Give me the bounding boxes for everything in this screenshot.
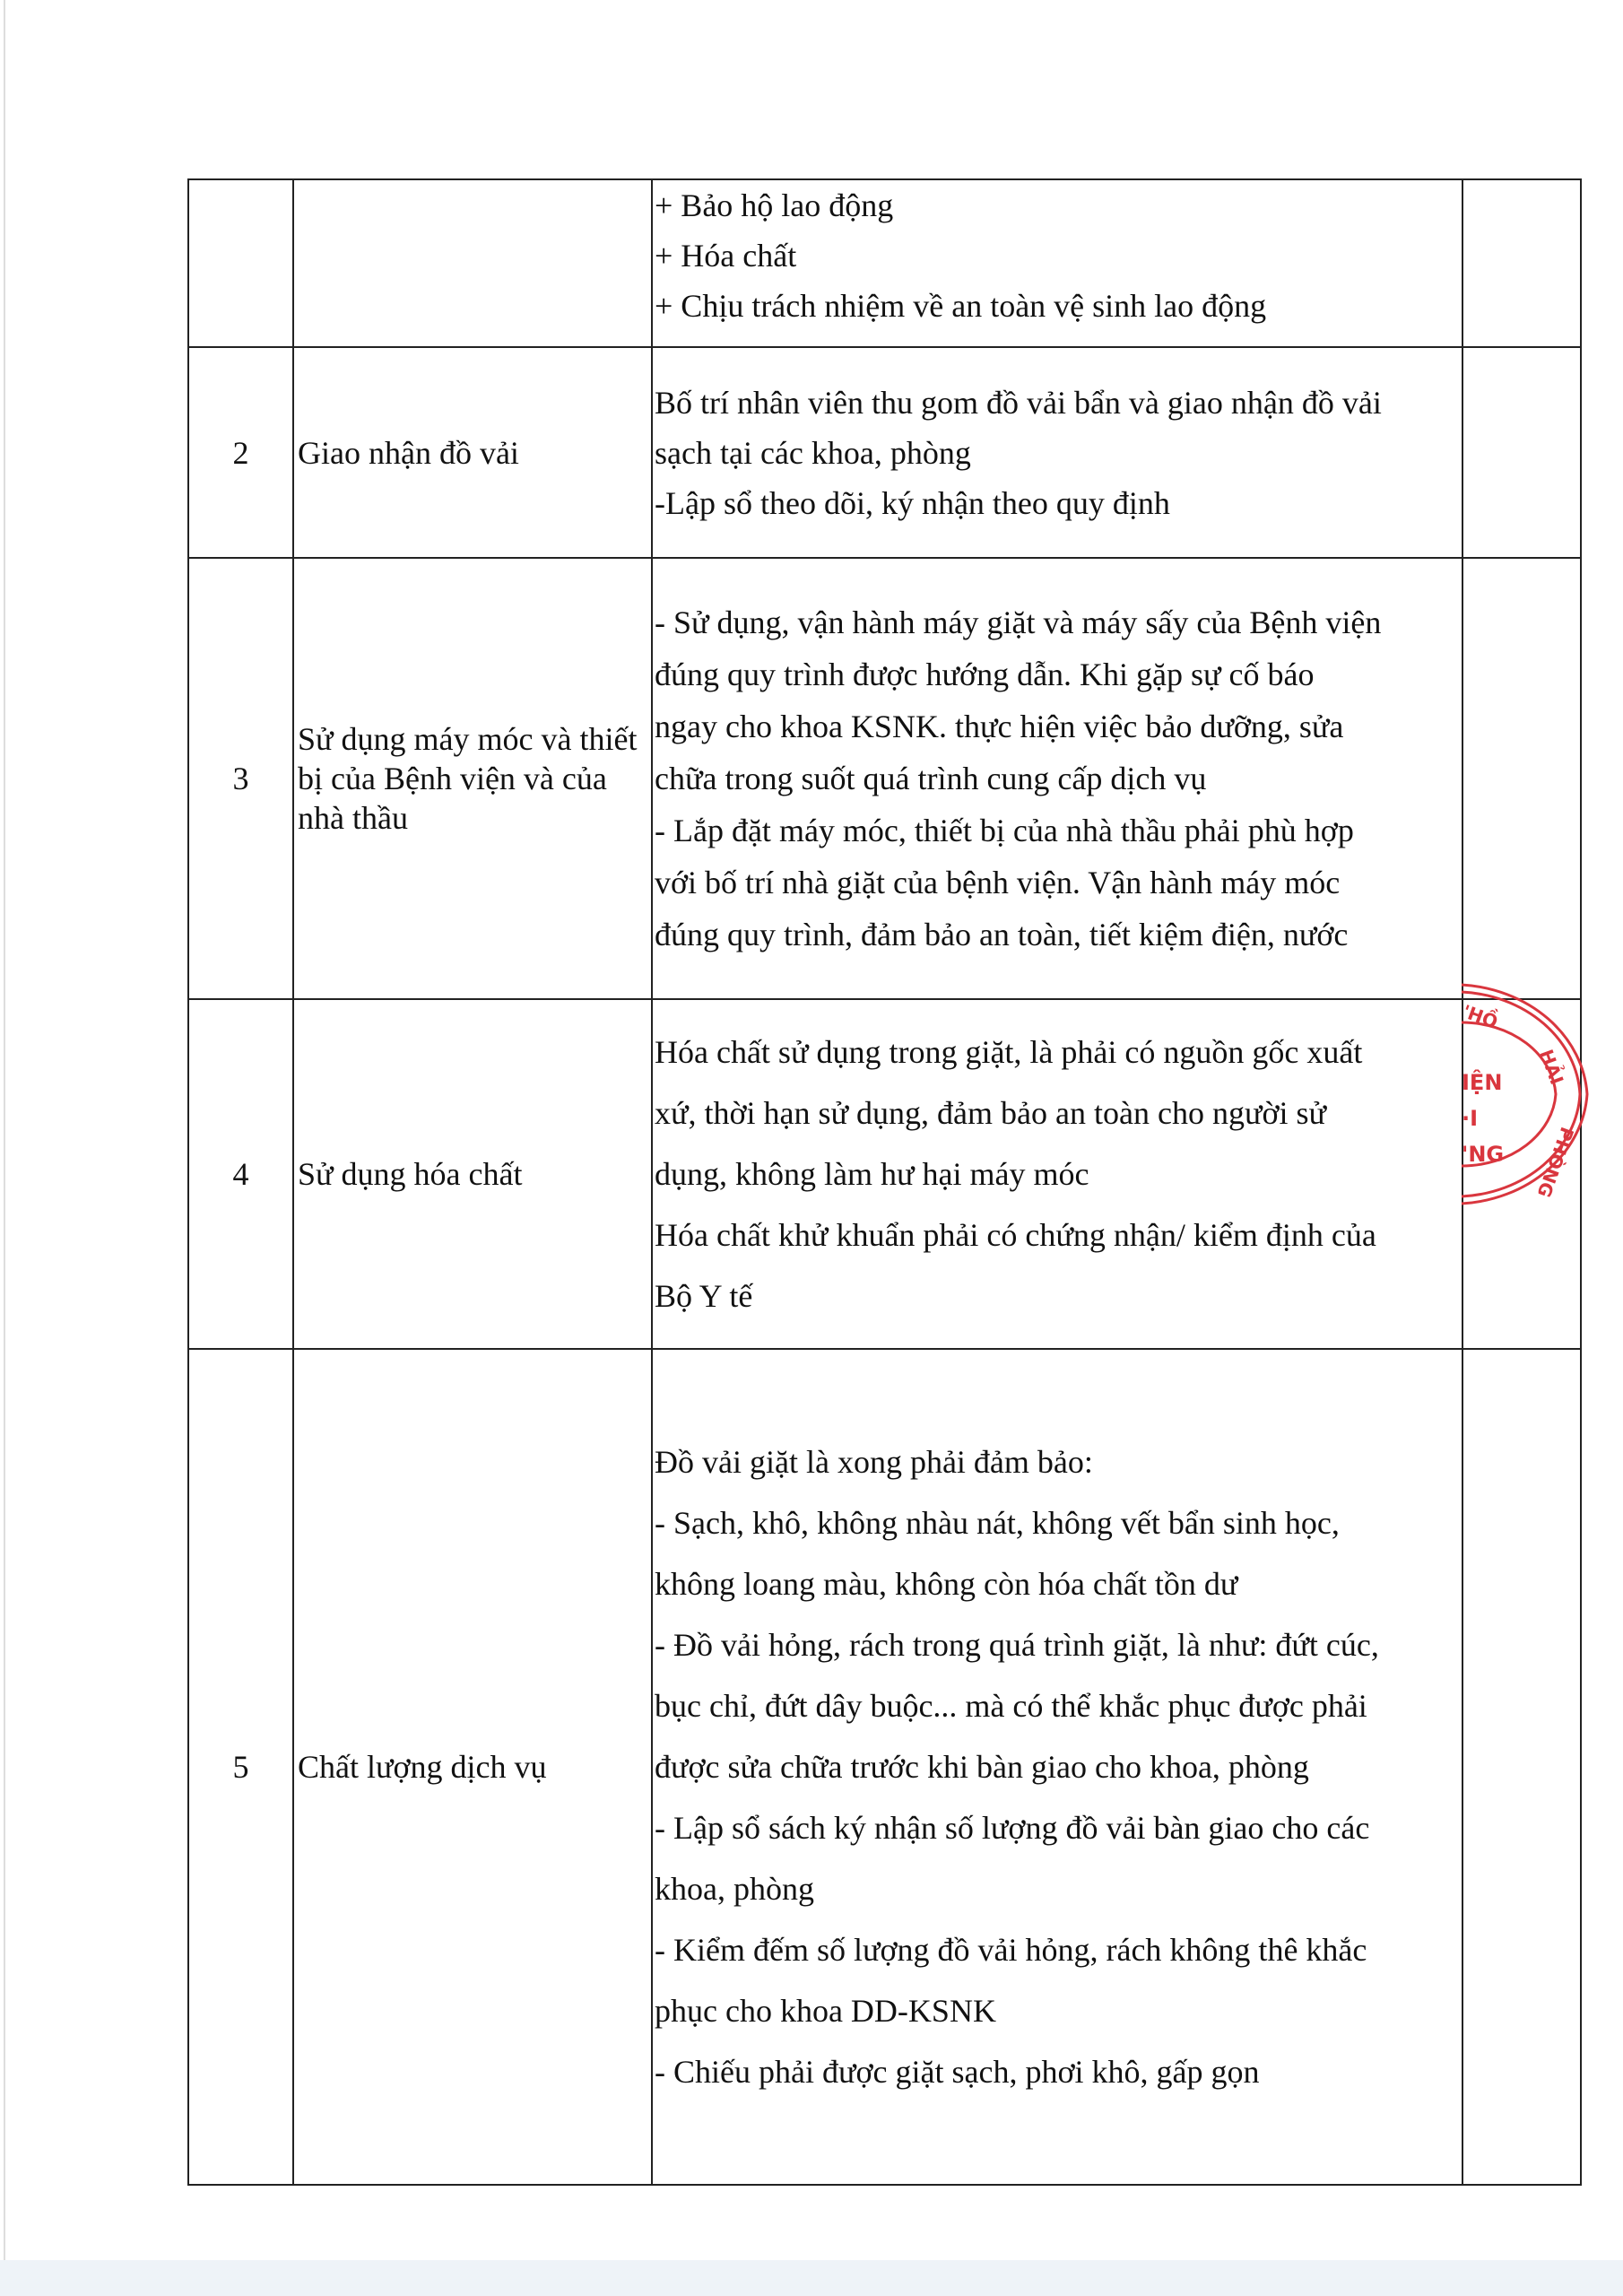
item-name: Sử dụng hóa chất	[293, 999, 652, 1349]
requirement-line: - Lắp đặt máy móc, thiết bị của nhà thầu phải phù hợp	[655, 813, 1354, 848]
notes-cell	[1462, 179, 1581, 347]
table-row	[188, 1349, 1581, 2185]
requirement-line: Bộ Y tế	[655, 1278, 753, 1314]
requirement-line: + Bảo hộ lao động	[655, 187, 894, 223]
row-number	[188, 179, 293, 347]
requirement-line: - Đồ vải hỏng, rách trong quá trình giặt, là như: đứt cúc,	[655, 1627, 1379, 1663]
requirement-line: Hóa chất khử khuẩn phải có chứng nhận/ kiểm định của	[655, 1217, 1376, 1253]
svg-text:·I: ·I	[1462, 1106, 1479, 1131]
item-requirements	[652, 179, 1462, 347]
requirement-line: - Kiểm đếm số lượng đồ vải hỏng, rách không thê khắc	[655, 1932, 1367, 1968]
requirement-line: Đồ vải giặt là xong phải đảm bảo:	[655, 1444, 1093, 1480]
requirement-line: bục chỉ, đứt dây buộc... mà có thể khắc phục được phải	[655, 1688, 1367, 1724]
svg-text:IỆN: IỆN	[1462, 1070, 1503, 1095]
requirement-line: - Lập sổ sách ký nhận số lượng đồ vải bàn giao cho các	[655, 1810, 1370, 1846]
table-row	[188, 558, 1581, 999]
requirement-line: khoa, phòng	[655, 1871, 814, 1907]
requirement-line: đúng quy trình được hướng dẫn. Khi gặp sự cố báo	[655, 657, 1315, 692]
item-requirements	[652, 558, 1462, 999]
requirement-line: - Chiếu phải được giặt sạch, phơi khô, gấp gọn	[655, 2054, 1260, 2090]
requirement-line: dụng, không làm hư hại máy móc	[655, 1156, 1089, 1192]
svg-text:HẢI: HẢI	[1535, 1046, 1568, 1088]
requirement-line: -Lập sổ theo dõi, ký nhận theo quy định	[655, 484, 1170, 521]
requirement-line: + Chịu trách nhiệm về an toàn vệ sinh lao động	[655, 288, 1267, 324]
requirement-line: ngay cho khoa KSNK. thực hiện việc bảo dưỡng, sửa	[655, 709, 1344, 744]
svg-text:'HỒ: 'HỒ	[1459, 1000, 1501, 1033]
item-requirements	[652, 999, 1462, 1349]
row-number: 4	[188, 999, 293, 1349]
scan-edge	[4, 0, 5, 2296]
requirement-line: + Hóa chất	[655, 238, 797, 274]
notes-cell	[1462, 347, 1581, 558]
requirement-line: phục cho khoa DD-KSNK	[655, 1993, 996, 2029]
item-name: Chất lượng dịch vụ	[293, 1349, 652, 2185]
item-name	[293, 179, 652, 347]
table-row	[188, 179, 1581, 347]
svg-text:PHÒNG: PHÒNG	[1532, 1124, 1578, 1201]
requirements-table	[187, 178, 1582, 2186]
requirement-line: xứ, thời hạn sử dụng, đảm bảo an toàn cho người sử	[655, 1095, 1327, 1131]
notes-cell	[1462, 558, 1581, 999]
requirement-line: sạch tại các khoa, phòng	[655, 434, 971, 471]
requirement-line: với bố trí nhà giặt của bệnh viện. Vận hành máy móc	[655, 865, 1341, 900]
table-row	[188, 347, 1581, 558]
scan-bottom-band	[0, 2260, 1623, 2296]
item-requirements	[652, 1349, 1462, 2185]
table-row	[188, 999, 1581, 1349]
requirement-line: được sửa chữa trước khi bàn giao cho khoa, phòng	[655, 1749, 1309, 1785]
requirement-line: không loang màu, không còn hóa chất tồn dư	[655, 1566, 1238, 1602]
red-seal-stamp	[1435, 969, 1614, 1220]
row-number: 2	[188, 347, 293, 558]
row-number: 3	[188, 558, 293, 999]
requirement-line: chữa trong suốt quá trình cung cấp dịch vụ	[655, 761, 1207, 796]
notes-cell	[1462, 1349, 1581, 2185]
item-requirements	[652, 347, 1462, 558]
requirement-line: Hóa chất sử dụng trong giặt, là phải có nguồn gốc xuất	[655, 1034, 1363, 1070]
requirement-line: - Sử dụng, vận hành máy giặt và máy sấy của Bệnh viện	[655, 604, 1382, 640]
requirement-line: đúng quy trình, đảm bảo an toàn, tiết kiệm điện, nước	[655, 917, 1349, 952]
item-name: Sử dụng máy móc và thiết bị của Bệnh viện và của nhà thầu	[293, 558, 652, 999]
item-name: Giao nhận đồ vải	[293, 347, 652, 558]
requirement-line: - Sạch, khô, không nhàu nát, không vết bẩn sinh học,	[655, 1505, 1340, 1541]
row-number: 5	[188, 1349, 293, 2185]
requirement-line: Bố trí nhân viên thu gom đồ vải bẩn và giao nhận đồ vải	[655, 384, 1382, 421]
svg-text:'NG: 'NG	[1462, 1142, 1505, 1167]
